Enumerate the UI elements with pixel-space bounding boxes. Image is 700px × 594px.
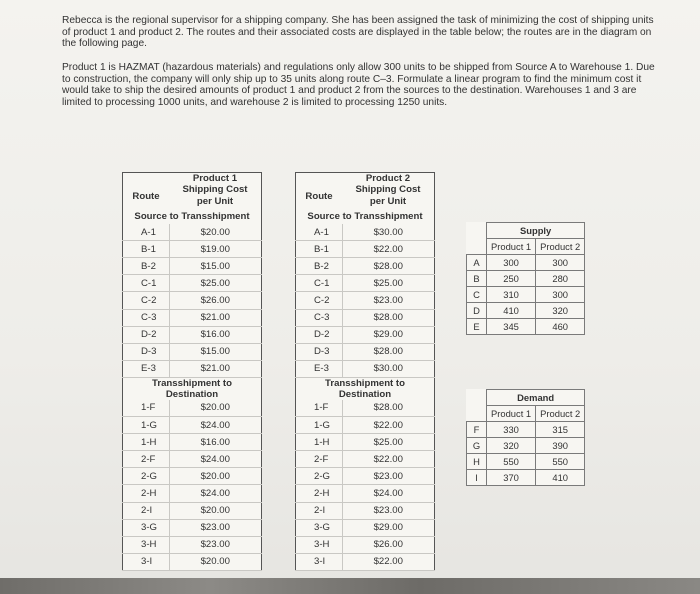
route-cell: C-1 — [123, 275, 170, 292]
table-row — [296, 400, 435, 417]
cost-cell: $28.00 — [342, 309, 435, 326]
cost-cell: $28.00 — [342, 258, 435, 275]
route-cell: 1-H — [123, 434, 170, 451]
section-source-to-transshipment: Source to Transshipment — [134, 210, 250, 222]
demand-product2-cell: 315 — [536, 422, 585, 438]
route-header: Route — [132, 190, 160, 202]
supply-product1-cell: 310 — [487, 287, 536, 303]
table-row — [123, 343, 262, 360]
cost-cell: $21.00 — [169, 360, 262, 377]
route-cell: 3-G — [296, 519, 343, 536]
route-cell: B-1 — [123, 241, 170, 258]
cost-cell: $24.00 — [169, 485, 262, 502]
table-row — [123, 553, 262, 570]
cost-cell: $23.00 — [342, 468, 435, 485]
cost-cell: $28.00 — [342, 400, 435, 417]
route-cell: B-2 — [123, 258, 170, 275]
table-row — [296, 485, 435, 502]
route-cell: C-3 — [123, 309, 170, 326]
demand-product1-cell: 550 — [487, 454, 536, 470]
cost-cell: $20.00 — [169, 224, 262, 241]
table-row — [467, 422, 585, 438]
table-row — [467, 438, 585, 454]
table-row — [123, 400, 262, 417]
demand-col-product1: Product 1 — [487, 406, 536, 422]
route-cell: B-2 — [296, 258, 343, 275]
supply-product2-cell: 460 — [536, 319, 585, 335]
cost-cell: $30.00 — [342, 360, 435, 377]
table-row — [123, 224, 262, 241]
demand-product2-cell: 410 — [536, 470, 585, 486]
demand-product1-cell: 320 — [487, 438, 536, 454]
cost-cell: $26.00 — [169, 292, 262, 309]
table-row — [123, 468, 262, 485]
table-row — [296, 553, 435, 570]
supply-table — [466, 222, 585, 335]
cost-cell: $19.00 — [169, 241, 262, 258]
route-cell: D-3 — [123, 343, 170, 360]
product2-cost-table — [295, 172, 435, 571]
route-cell: D-2 — [296, 326, 343, 343]
supply-product1-cell: 300 — [487, 255, 536, 271]
table-row — [467, 319, 585, 335]
route-cell: C-2 — [296, 292, 343, 309]
cost-cell: $25.00 — [342, 275, 435, 292]
route-cell: D-2 — [123, 326, 170, 343]
table-row — [296, 224, 435, 241]
route-cell: C-3 — [296, 309, 343, 326]
cost-cell: $25.00 — [169, 275, 262, 292]
table-row — [296, 360, 435, 377]
route-cell: 3-G — [123, 519, 170, 536]
cost-cell: $24.00 — [169, 417, 262, 434]
table-row — [123, 309, 262, 326]
supply-product2-cell: 280 — [536, 271, 585, 287]
route-cell: 3-H — [123, 536, 170, 553]
route-cell: 1-F — [123, 400, 170, 417]
table-row — [467, 255, 585, 271]
desk-edge — [0, 578, 700, 594]
table-row — [123, 258, 262, 275]
cost-cell: $28.00 — [342, 343, 435, 360]
demand-product1-cell: 330 — [487, 422, 536, 438]
table-row — [123, 536, 262, 553]
supply-label-cell: B — [467, 271, 487, 287]
cost-cell: $23.00 — [342, 292, 435, 309]
cost-cell: $23.00 — [169, 536, 262, 553]
cost-cell: $25.00 — [342, 434, 435, 451]
table-row — [296, 519, 435, 536]
table-row — [296, 434, 435, 451]
table-row — [296, 343, 435, 360]
cost-cell: $22.00 — [342, 417, 435, 434]
table-row — [123, 434, 262, 451]
section-transshipment-to-destination: Transshipment to Destination — [152, 377, 232, 400]
route-cell: 1-G — [123, 417, 170, 434]
table-row — [123, 360, 262, 377]
route-cell: A-1 — [123, 224, 170, 241]
section-transshipment-to-destination: Transshipment to Destination — [325, 377, 405, 400]
route-cell: 2-G — [296, 468, 343, 485]
section-source-to-transshipment: Source to Transshipment — [307, 210, 423, 222]
cost-header: Shipping Cost per Unit — [355, 184, 421, 207]
table-row — [296, 275, 435, 292]
table-row — [296, 292, 435, 309]
supply-product2-cell: 300 — [536, 255, 585, 271]
route-cell: 2-G — [123, 468, 170, 485]
table-row — [467, 303, 585, 319]
route-cell: 3-I — [296, 553, 343, 570]
route-cell: 2-F — [123, 451, 170, 468]
product2-title: Product 2 — [365, 173, 411, 184]
table-row — [296, 258, 435, 275]
demand-col-product2: Product 2 — [536, 406, 585, 422]
cost-cell: $22.00 — [342, 451, 435, 468]
product1-title: Product 1 — [192, 173, 238, 184]
table-row — [123, 241, 262, 258]
cost-cell: $23.00 — [342, 502, 435, 519]
route-cell: D-3 — [296, 343, 343, 360]
route-cell: 2-H — [123, 485, 170, 502]
cost-cell: $15.00 — [169, 343, 262, 360]
route-header: Route — [305, 190, 333, 202]
route-cell: 1-G — [296, 417, 343, 434]
supply-product2-cell: 300 — [536, 287, 585, 303]
cost-cell: $21.00 — [169, 309, 262, 326]
table-row — [296, 417, 435, 434]
route-cell: A-1 — [296, 224, 343, 241]
cost-cell: $23.00 — [169, 519, 262, 536]
route-cell: 3-H — [296, 536, 343, 553]
supply-label-cell: C — [467, 287, 487, 303]
supply-col-product2: Product 2 — [536, 239, 585, 255]
problem-paragraph-2: Product 1 is HAZMAT (hazardous materials) and regulations only allow 300 units to be shipped from Source A to Warehouse 1. Due to construction, the company will only ship up to 35 units along route C–3. Formulate a linear program to find the minimum cost it would take to ship the desired amounts of product 1 and product 2 from the sources to the destination. Warehouses 1 and 3 are limited to processing 1000 units, and warehouse 2 is limited to processing 1250 units. — [62, 62, 655, 108]
cost-cell: $24.00 — [342, 485, 435, 502]
table-row — [296, 468, 435, 485]
table-row — [467, 470, 585, 486]
route-cell: 3-I — [123, 553, 170, 570]
table-row — [123, 502, 262, 519]
cost-cell: $20.00 — [169, 553, 262, 570]
cost-cell: $29.00 — [342, 519, 435, 536]
route-cell: B-1 — [296, 241, 343, 258]
table-row — [123, 485, 262, 502]
supply-product1-cell: 345 — [487, 319, 536, 335]
demand-table — [466, 389, 585, 486]
cost-cell: $26.00 — [342, 536, 435, 553]
cost-cell: $22.00 — [342, 241, 435, 258]
route-cell: 2-F — [296, 451, 343, 468]
supply-label-cell: D — [467, 303, 487, 319]
route-cell: 2-I — [296, 502, 343, 519]
route-cell: E-3 — [296, 360, 343, 377]
demand-label-cell: F — [467, 422, 487, 438]
supply-label-cell: A — [467, 255, 487, 271]
cost-cell: $30.00 — [342, 224, 435, 241]
supply-col-product1: Product 1 — [487, 239, 536, 255]
demand-label-cell: H — [467, 454, 487, 470]
table-row — [123, 275, 262, 292]
table-row — [467, 454, 585, 470]
demand-product2-cell: 390 — [536, 438, 585, 454]
supply-product1-cell: 250 — [487, 271, 536, 287]
table-row — [467, 271, 585, 287]
route-cell: C-2 — [123, 292, 170, 309]
cost-header: Shipping Cost per Unit — [182, 184, 248, 207]
supply-title: Supply — [487, 223, 585, 239]
table-row — [296, 451, 435, 468]
cost-cell: $29.00 — [342, 326, 435, 343]
cost-cell: $20.00 — [169, 468, 262, 485]
cost-cell: $22.00 — [342, 553, 435, 570]
cost-cell: $20.00 — [169, 400, 262, 417]
table-row — [123, 292, 262, 309]
product1-cost-table — [122, 172, 262, 571]
supply-product1-cell: 410 — [487, 303, 536, 319]
demand-label-cell: G — [467, 438, 487, 454]
problem-paragraph-1: Rebecca is the regional supervisor for a shipping company. She has been assigned the task of minimizing the cost of shipping units of product 1 and product 2. The routes and their associated costs are displayed in the table below; the routes are in the diagram on the following page. — [62, 15, 654, 50]
table-row — [123, 451, 262, 468]
cost-cell: $16.00 — [169, 434, 262, 451]
cost-cell: $15.00 — [169, 258, 262, 275]
supply-product2-cell: 320 — [536, 303, 585, 319]
table-row — [296, 502, 435, 519]
demand-label-cell: I — [467, 470, 487, 486]
table-row — [123, 519, 262, 536]
route-cell: C-1 — [296, 275, 343, 292]
table-row — [123, 417, 262, 434]
demand-product2-cell: 550 — [536, 454, 585, 470]
cost-cell: $20.00 — [169, 502, 262, 519]
table-row — [296, 536, 435, 553]
table-row — [296, 326, 435, 343]
table-row — [123, 326, 262, 343]
cost-cell: $16.00 — [169, 326, 262, 343]
table-row — [296, 309, 435, 326]
demand-title: Demand — [487, 390, 585, 406]
cost-cell: $24.00 — [169, 451, 262, 468]
table-row — [296, 241, 435, 258]
route-cell: 2-I — [123, 502, 170, 519]
route-cell: 1-H — [296, 434, 343, 451]
table-row — [467, 287, 585, 303]
route-cell: E-3 — [123, 360, 170, 377]
supply-label-cell: E — [467, 319, 487, 335]
route-cell: 2-H — [296, 485, 343, 502]
route-cell: 1-F — [296, 400, 343, 417]
demand-product1-cell: 370 — [487, 470, 536, 486]
